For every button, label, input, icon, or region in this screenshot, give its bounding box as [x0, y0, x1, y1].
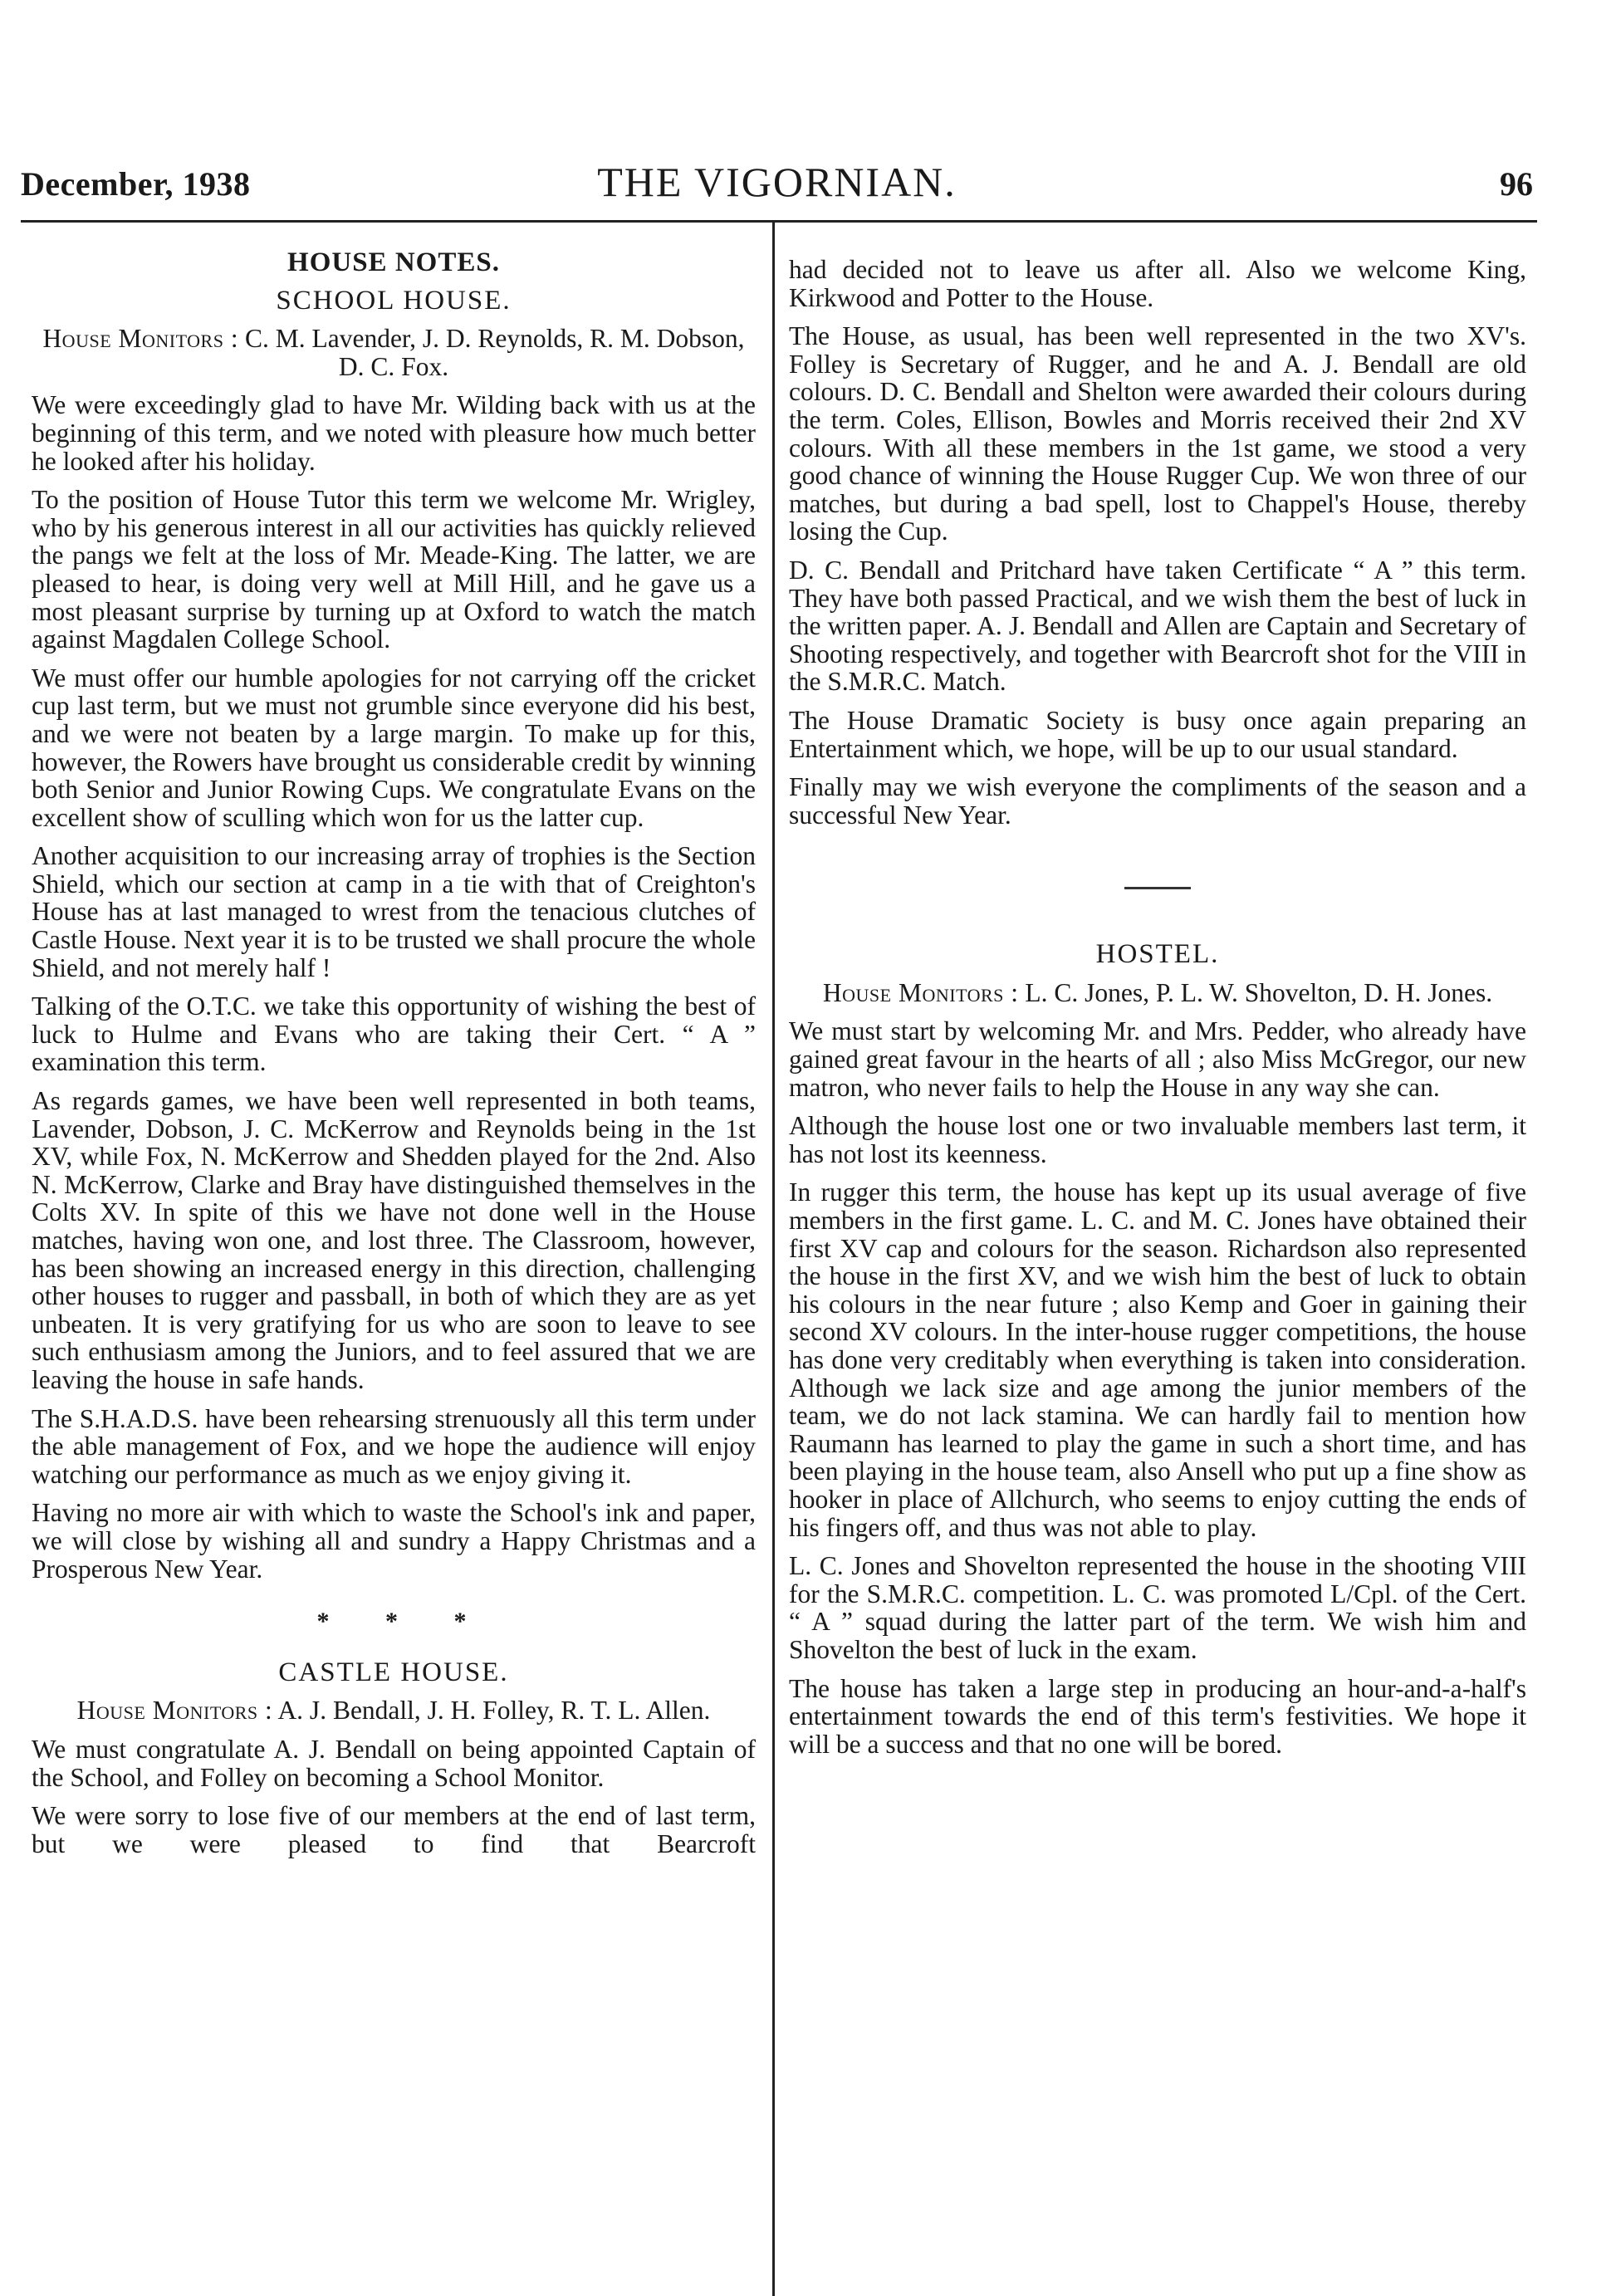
issue-date: December, 1938 [21, 165, 251, 203]
paragraph: The House, as usual, has been well represented in the two XV's. Folley is Secretary of Rugger, and he and A. J. Bendall are old colours. D. C. Bendall and Shelton were awarded their colours during the term. Coles, Ellison, Bowles and Morris received their 2nd XV colours. With all these members in the 1st game, we stood a very good chance of winning the House Rugger Cup. We won three of our matches, but during a bad spell, lost to Chappel's House, thereby losing the Cup. [789, 321, 1526, 546]
monitors-names: C. M. Lavender, J. D. Reynolds, R. M. Dobson, D. C. Fox. [244, 324, 745, 381]
paragraph: We were sorry to lose five of our members at the end of last term, but we were pleased to find that Bearcroft [32, 1801, 756, 1858]
paragraph: We must congratulate A. J. Bendall on being appointed Captain of the School, and Folley on becoming a School Monitor. [32, 1734, 756, 1792]
paragraph: To the position of House Tutor this term we welcome Mr. Wrigley, who by his generous interest in all our activities has quickly relieved the pangs we felt at the loss of Mr. Meade-King. The latter, we are pleased to hear, is doing very well at Mill Hill, and he gave us a most pleasant surprise by turning up at Oxford to watch the match against Magdalen College School. [32, 485, 756, 654]
page-number: 96 [1500, 165, 1533, 203]
hostel-title: HOSTEL. [1095, 939, 1220, 970]
school-house-title: SCHOOL HOUSE. [276, 285, 512, 316]
paragraph: Finally may we wish everyone the compliments of the season and a successful New Year. [789, 772, 1526, 830]
paragraph: We were exceedingly glad to have Mr. Wilding back with us at the beginning of this term, and we noted with pleasure how much better he looked after his holiday. [32, 390, 756, 476]
column-divider [772, 220, 775, 2296]
paragraph: Although the house lost one or two invaluable members last term, it has not lost its keenness. [789, 1111, 1526, 1168]
magazine-title: THE VIGORNIAN. [597, 159, 957, 205]
paragraph: The house has taken a large step in producing an hour-and-a-half's entertainment towards the end of this term's festivities. We hope it will be a success and that no one will be bored. [789, 1673, 1526, 1759]
paragraph: Talking of the O.T.C. we take this opportunity of wishing the best of luck to Hulme and Evans who are taking their Cert. “ A ” examination this term. [32, 991, 756, 1077]
school-house-monitors [32, 325, 756, 380]
paragraph: The House Dramatic Society is busy once again preparing an Entertainment which, we hope, will be up to our usual standard. [789, 705, 1526, 763]
paragraph: Another acquisition to our increasing array of trophies is the Section Shield, which our section at camp in a tie with that of Creighton's House has at last managed to wrest from the tenacious clutches of Castle House. Next year it is to be trusted we shall procure the whole Shield, and not merely half ! [32, 841, 756, 982]
paragraph: We must offer our humble apologies for not carrying off the cricket cup last term, but we must not grumble since everyone did his best, and we were not beaten by a large margin. To make up for this, however, the Rowers have brought us considerable credit by winning both Senior and Junior Rowing Cups. We congratulate Evans on the excellent show of sculling which won for us the latter cup. [32, 663, 756, 832]
header-rule [21, 220, 1537, 223]
castle-house-monitors [32, 1696, 756, 1725]
paragraph: We must start by welcoming Mr. and Mrs. Pedder, who already have gained great favour in the hearts of all ; also Miss McGregor, our new matron, who never fails to help the House in any way she can. [789, 1016, 1526, 1102]
paragraph: D. C. Bendall and Pritchard have taken Certificate “ A ” this term. They have both passed Practical, and we wish them the best of luck in the written paper. A. J. Bendall and Allen are Captain and Secretary of Shooting respectively, and together with Bearcroft shot for the VIII in the S.M.R.C. Match. [789, 555, 1526, 697]
left-column [32, 249, 756, 1868]
monitors-label: House Monitors : [76, 1696, 273, 1726]
running-header [21, 158, 1533, 216]
paragraph: In rugger this term, the house has kept up its usual average of five members in the first game. L. C. and M. C. Jones have obtained their first XV cap and colours for the season. Richardson also represented the house in the first XV, and we wish him the best of luck to obtain his colours in the near future ; also Kemp and Goer in gaining their second XV colours. In the inter-house rugger competitions, the house has done very creditably when everything is taken into consideration. Although we lack size and age among the junior members of the team, we do not lack stamina. We can hardly fail to mention how Raumann has learned to play the game in such a short time, and has been playing in the house team, also Ansell who put up a fine show as hooker in place of Allchurch, who seems to enjoy cutting the ends of his fingers off, and thus was not able to play. [789, 1177, 1526, 1542]
paragraph: had decided not to leave us after all. Also we welcome King, Kirkwood and Potter to the House. [789, 255, 1526, 312]
monitors-label: House Monitors : [42, 324, 239, 354]
paragraph: As regards games, we have been well represented in both teams, Lavender, Dobson, J. C. McKerrow and Reynolds being in the 1st XV, while Fox, N. McKerrow and Shedden played for the 2nd. Also N. McKerrow, Clarke and Bray have distinguished themselves in the Colts XV. In spite of this we have not done well in the House matches, having won one, and lost three. The Classroom, however, has been showing an increased energy in this direction, challenging other houses to rugger and passball, in both of which they are as yet unbeaten. It is very gratifying for us who are soon to leave to see such enthusiasm among the Juniors, and to feel assured that we are leaving the house in safe hands. [32, 1086, 756, 1394]
monitors-label: House Monitors : [822, 977, 1019, 1007]
section-heading: HOUSE NOTES. [287, 247, 500, 277]
monitors-names: A. J. Bendall, J. H. Folley, R. T. L. Allen. [277, 1696, 711, 1726]
paragraph: The S.H.A.D.S. have been rehearsing strenuously all this term under the able management of Fox, and we hope the audience will enjoy watching our performance as much as we enjoy giving it. [32, 1403, 756, 1489]
paragraph: Having no more air with which to waste the School's ink and paper, we will close by wishing all and sundry a Happy Christmas and a Prosperous New Year. [32, 1498, 756, 1584]
paragraph: L. C. Jones and Shovelton represented the house in the shooting VIII for the S.M.R.C. competition. L. C. was promoted L/Cpl. of the Cert. “ A ” squad during the latter part of the term. We wish him and Shovelton the best of luck in the exam. [789, 1551, 1526, 1664]
hostel-monitors [789, 979, 1526, 1007]
monitors-names: L. C. Jones, P. L. W. Shovelton, D. H. Jones. [1025, 977, 1493, 1007]
section-divider [1124, 887, 1191, 889]
castle-house-title: CASTLE HOUSE. [278, 1657, 509, 1687]
right-column [789, 256, 1526, 1769]
section-separator: * * * [316, 1608, 492, 1636]
